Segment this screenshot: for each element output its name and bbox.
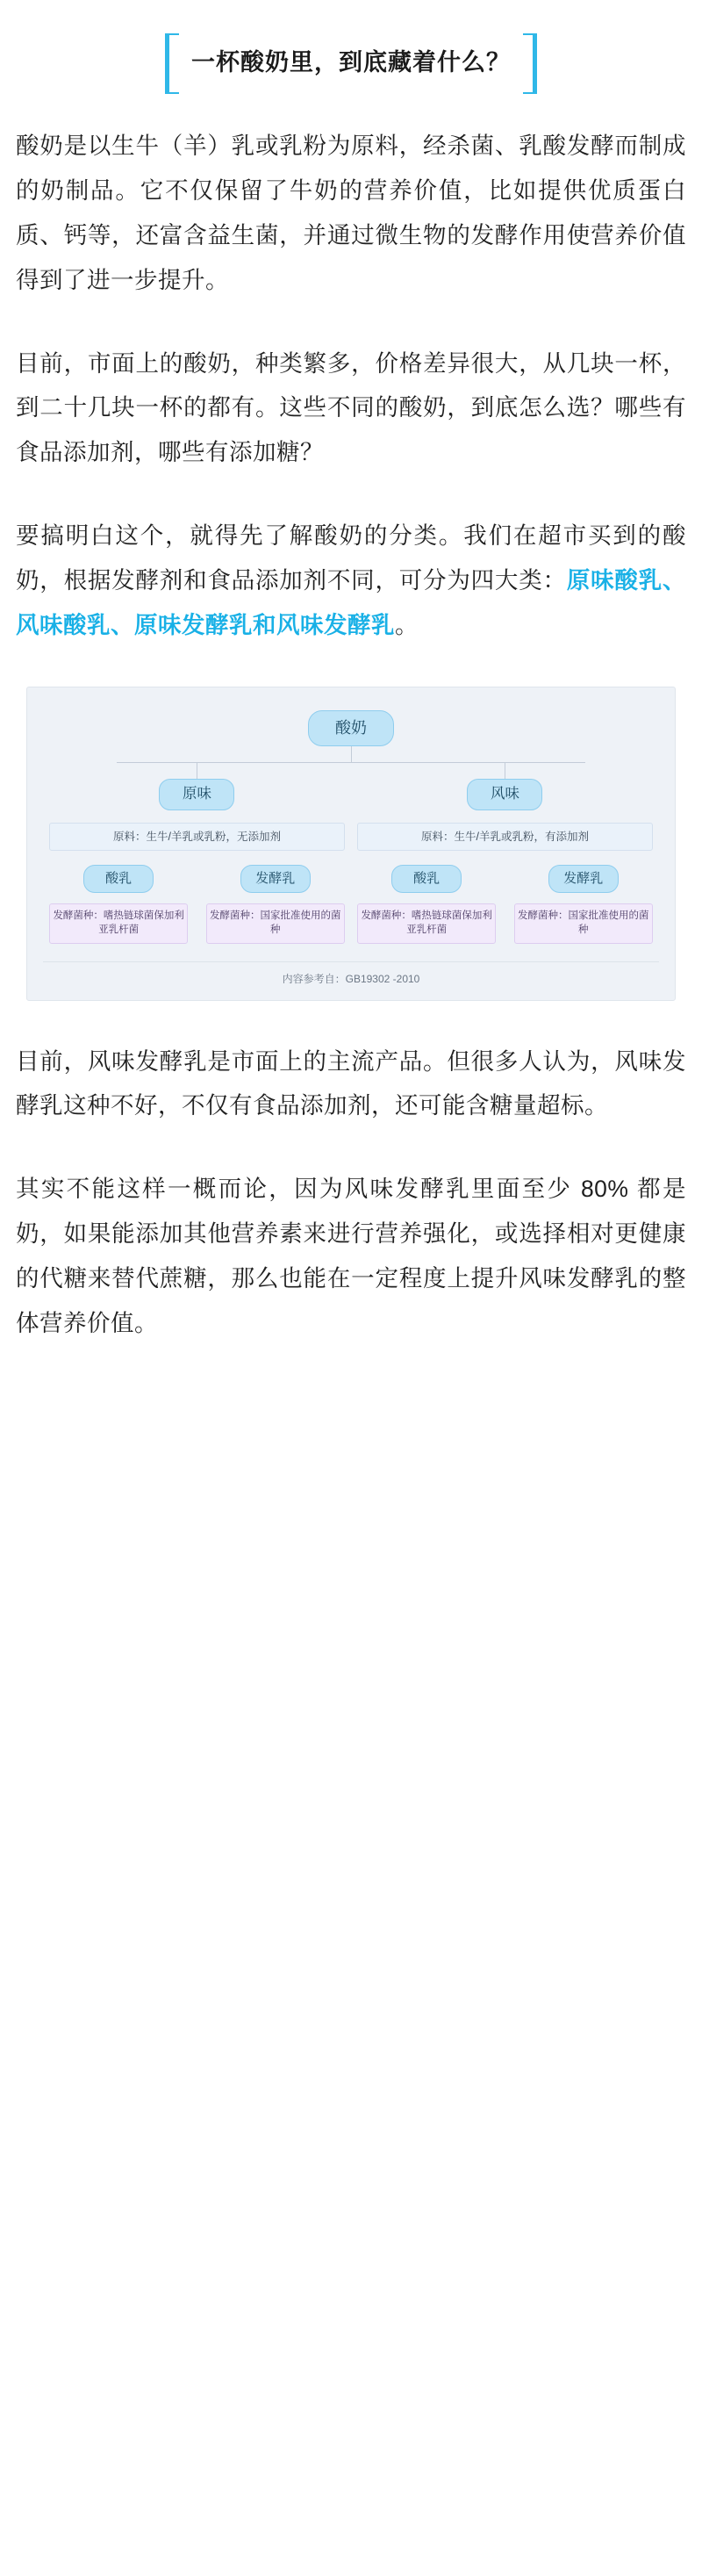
classification-diagram — [26, 687, 676, 1001]
leaf-row-plain — [49, 865, 345, 943]
diagram-branch-flavored — [357, 763, 653, 943]
leaf-desc-plain-suanru: 发酵菌种：嗜热链球菌保加利亚乳杆菌 — [49, 903, 188, 943]
title-bottom-edge — [165, 92, 537, 94]
page-title: 一杯酸奶里，到底藏着什么？ — [191, 49, 511, 76]
title-top-edge — [165, 33, 537, 35]
diagram-branch-row — [43, 763, 659, 943]
leaf-label-plain-fajiaoru: 发酵乳 — [240, 865, 311, 893]
leaf-plain-suanru — [49, 865, 188, 943]
title-right-bar — [533, 33, 537, 94]
connector-root-down — [351, 746, 352, 762]
leaf-flavored-suanru — [357, 865, 496, 943]
leaf-desc-flavored-suanru: 发酵菌种：嗜热链球菌保加利亚乳杆菌 — [357, 903, 496, 943]
paragraph-4: 目前，风味发酵乳是市面上的主流产品。但很多人认为，风味发酵乳这种不好，不仅有食品添加剂，还可能含糖量超标。 — [16, 1047, 686, 1119]
title-container — [0, 0, 702, 124]
branch-label-flavored: 风味 — [467, 779, 542, 810]
leaf-desc-plain-fajiaoru: 发酵菌种：国家批准使用的菌种 — [206, 903, 345, 943]
branch-label-plain: 原味 — [159, 779, 234, 810]
diagram-source: 内容参考自：GB19302 -2010 — [43, 961, 659, 986]
leaf-label-flavored-suanru: 酸乳 — [391, 865, 462, 893]
leaf-label-flavored-fajiaoru: 发酵乳 — [548, 865, 619, 893]
leaf-flavored-fajiaoru — [514, 865, 653, 943]
branch-desc-plain: 原料：生牛/羊乳或乳粉，无添加剂 — [49, 823, 345, 851]
yogurt-categories-highlight: 原味酸乳、风味酸乳、原味发酵乳和风味发酵乳 — [16, 567, 687, 638]
paragraph-1: 酸奶是以生牛（羊）乳或乳粉为原料，经杀菌、乳酸发酵而制成的奶制品。它不仅保留了牛奶的营养价值，比如提供优质蛋白质、钙等，还富含益生菌，并通过微生物的发酵作用使营养价值得到了进一步提升。 — [16, 133, 686, 293]
paragraph-5: 其实不能这样一概而论，因为风味发酵乳里面至少 80% 都是奶，如果能添加其他营养素来进行营养强化，或选择相对更健康的代糖来替代蔗糖，那么也能在一定程度上提升风味发酵乳的整体营养价值。 — [16, 1176, 686, 1336]
connector-root-split — [43, 762, 659, 763]
branch-desc-flavored: 原料：生牛/羊乳或乳粉，有添加剂 — [357, 823, 653, 851]
paragraph-3-lead: 要搞明白这个，就得先了解酸奶的分类。我们在超市买到的酸奶，根据发酵剂和食品添加剂不同，可分为四大类： — [16, 522, 686, 594]
diagram-branch-plain — [49, 763, 345, 943]
leaf-label-plain-suanru: 酸乳 — [83, 865, 154, 893]
title-left-bar — [165, 33, 169, 94]
article-body — [0, 124, 702, 1346]
paragraph-3-tail: 。 — [395, 611, 419, 638]
paragraph-3 — [16, 514, 686, 648]
title-box — [165, 33, 537, 94]
leaf-desc-flavored-fajiaoru: 发酵菌种：国家批准使用的菌种 — [514, 903, 653, 943]
leaf-row-flavored — [357, 865, 653, 943]
leaf-plain-fajiaoru — [206, 865, 345, 943]
paragraph-2: 目前，市面上的酸奶，种类繁多，价格差异很大，从几块一杯，到二十几块一杯的都有。这些不同的酸奶，到底怎么选？哪些有食品添加剂，哪些有添加糖？ — [16, 349, 686, 466]
diagram-root-node: 酸奶 — [308, 710, 394, 747]
